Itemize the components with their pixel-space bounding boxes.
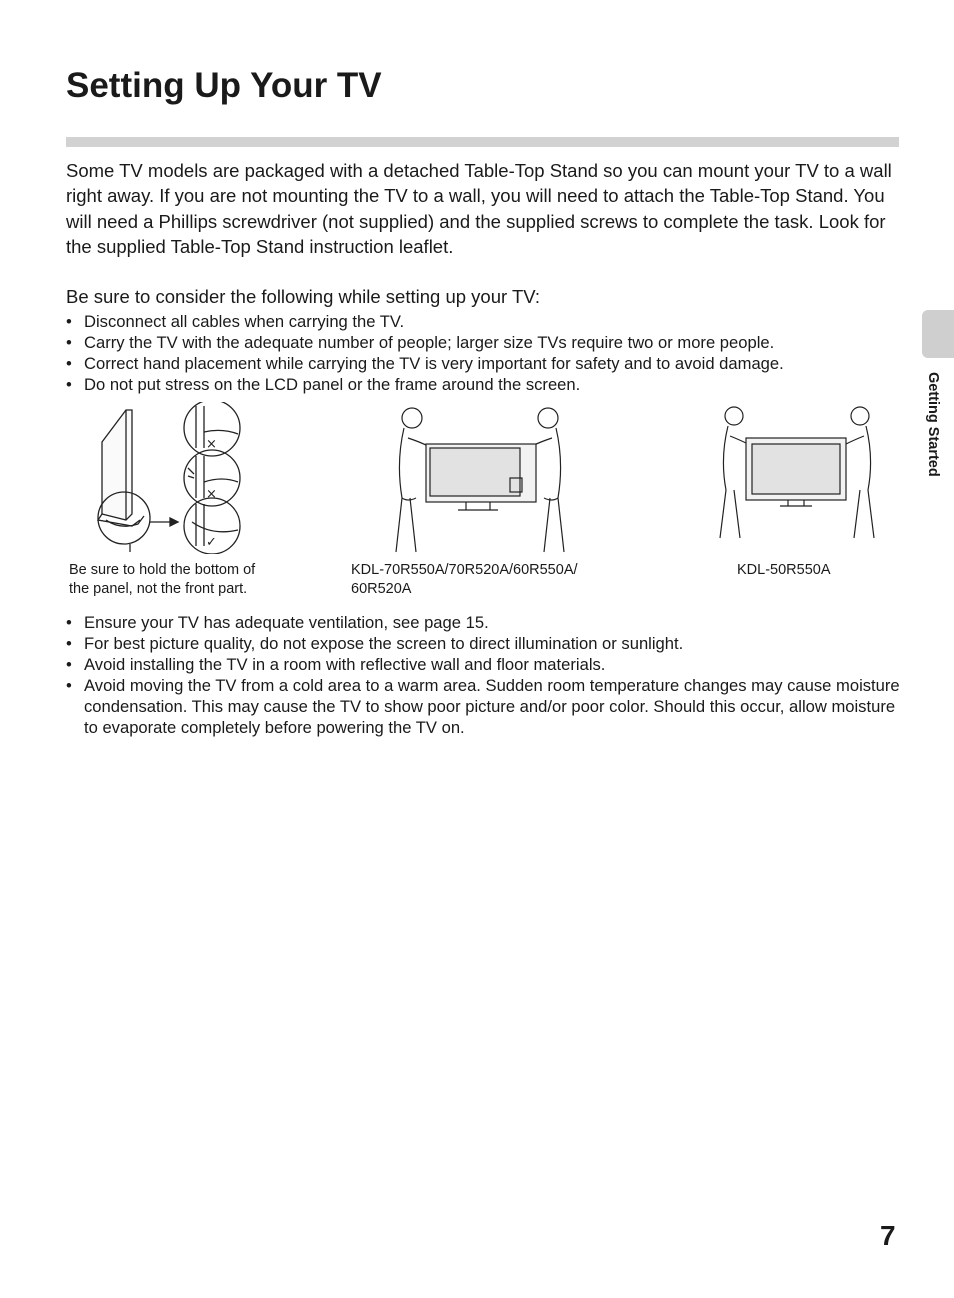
page-number: 7 bbox=[880, 1220, 896, 1251]
hold-caption-line: the panel, not the front part. bbox=[69, 581, 248, 597]
list-item bbox=[66, 675, 902, 738]
environment-list bbox=[66, 612, 902, 738]
wrong-mark-icon: × bbox=[206, 487, 217, 502]
large-models-line: KDL-70R550A/70R520A/60R550A/ bbox=[351, 562, 578, 578]
list-item bbox=[66, 353, 906, 374]
list-item bbox=[66, 311, 906, 332]
list-item bbox=[66, 633, 902, 654]
lead-paragraph: Be sure to consider the following while setting up your TV: bbox=[66, 286, 541, 307]
list-item bbox=[66, 374, 906, 395]
bullet-icon: • bbox=[66, 634, 72, 653]
section-tab bbox=[922, 310, 954, 358]
list-item-text: Correct hand placement while carrying the TV is very important for safety and to avoid damage. bbox=[84, 354, 784, 373]
list-item-text: Disconnect all cables when carrying the TV. bbox=[84, 312, 405, 331]
check-mark-icon: ✓ bbox=[206, 535, 217, 550]
bullet-icon: • bbox=[66, 333, 72, 352]
section-label bbox=[919, 372, 943, 512]
hold-caption-line: Be sure to hold the bottom of bbox=[69, 562, 256, 578]
list-item bbox=[66, 654, 902, 675]
bullet-icon: • bbox=[66, 655, 72, 674]
wrong-mark-icon: × bbox=[206, 437, 217, 452]
bullet-icon: • bbox=[66, 354, 72, 373]
bullet-icon: • bbox=[66, 375, 72, 394]
list-item-text: For best picture quality, do not expose the screen to direct illumination or sunlight. bbox=[84, 634, 684, 653]
large-models-caption bbox=[351, 561, 578, 599]
bullet-icon: • bbox=[66, 613, 72, 632]
list-item-text: Avoid installing the TV in a room with reflective wall and floor materials. bbox=[84, 655, 606, 674]
list-item-text: Avoid moving the TV from a cold area to a warm area. Sudden room temperature changes may cause moisture condensation. This may cause the TV to show poor picture and/or poor color. Should this occur, allow moisture to evaporate completely before powering the TV on. bbox=[84, 676, 900, 737]
page-title: Setting Up Your TV bbox=[66, 66, 382, 105]
list-item bbox=[66, 612, 902, 633]
small-model-caption: KDL-50R550A bbox=[737, 562, 831, 578]
hand-placement-illustration bbox=[92, 402, 252, 554]
hold-caption bbox=[69, 561, 255, 599]
two-person-carry-large-illustration bbox=[386, 402, 574, 554]
list-item-text: Do not put stress on the LCD panel or the frame around the screen. bbox=[84, 375, 581, 394]
list-item bbox=[66, 332, 906, 353]
list-item-text: Carry the TV with the adequate number of people; larger size TVs require two or more people. bbox=[84, 333, 775, 352]
two-person-carry-small-illustration bbox=[712, 402, 882, 540]
title-rule bbox=[66, 137, 899, 147]
section-label-text: Getting Started bbox=[925, 372, 941, 477]
precaution-list bbox=[66, 311, 906, 395]
bullet-icon: • bbox=[66, 312, 72, 331]
intro-paragraph: Some TV models are packaged with a detached Table-Top Stand so you can mount your TV to a wall right away. If you are not mounting the TV to a wall, you will need to attach the Table-Top Stand. You will need a Phillips screwdriver (not supplied) and the supplied screws to complete the task. Look for the supplied Table-Top Stand instruction leaflet. bbox=[66, 160, 892, 257]
bullet-icon: • bbox=[66, 676, 72, 695]
large-models-line: 60R520A bbox=[351, 581, 412, 597]
list-item-text: Ensure your TV has adequate ventilation, see page 15. bbox=[84, 613, 489, 632]
